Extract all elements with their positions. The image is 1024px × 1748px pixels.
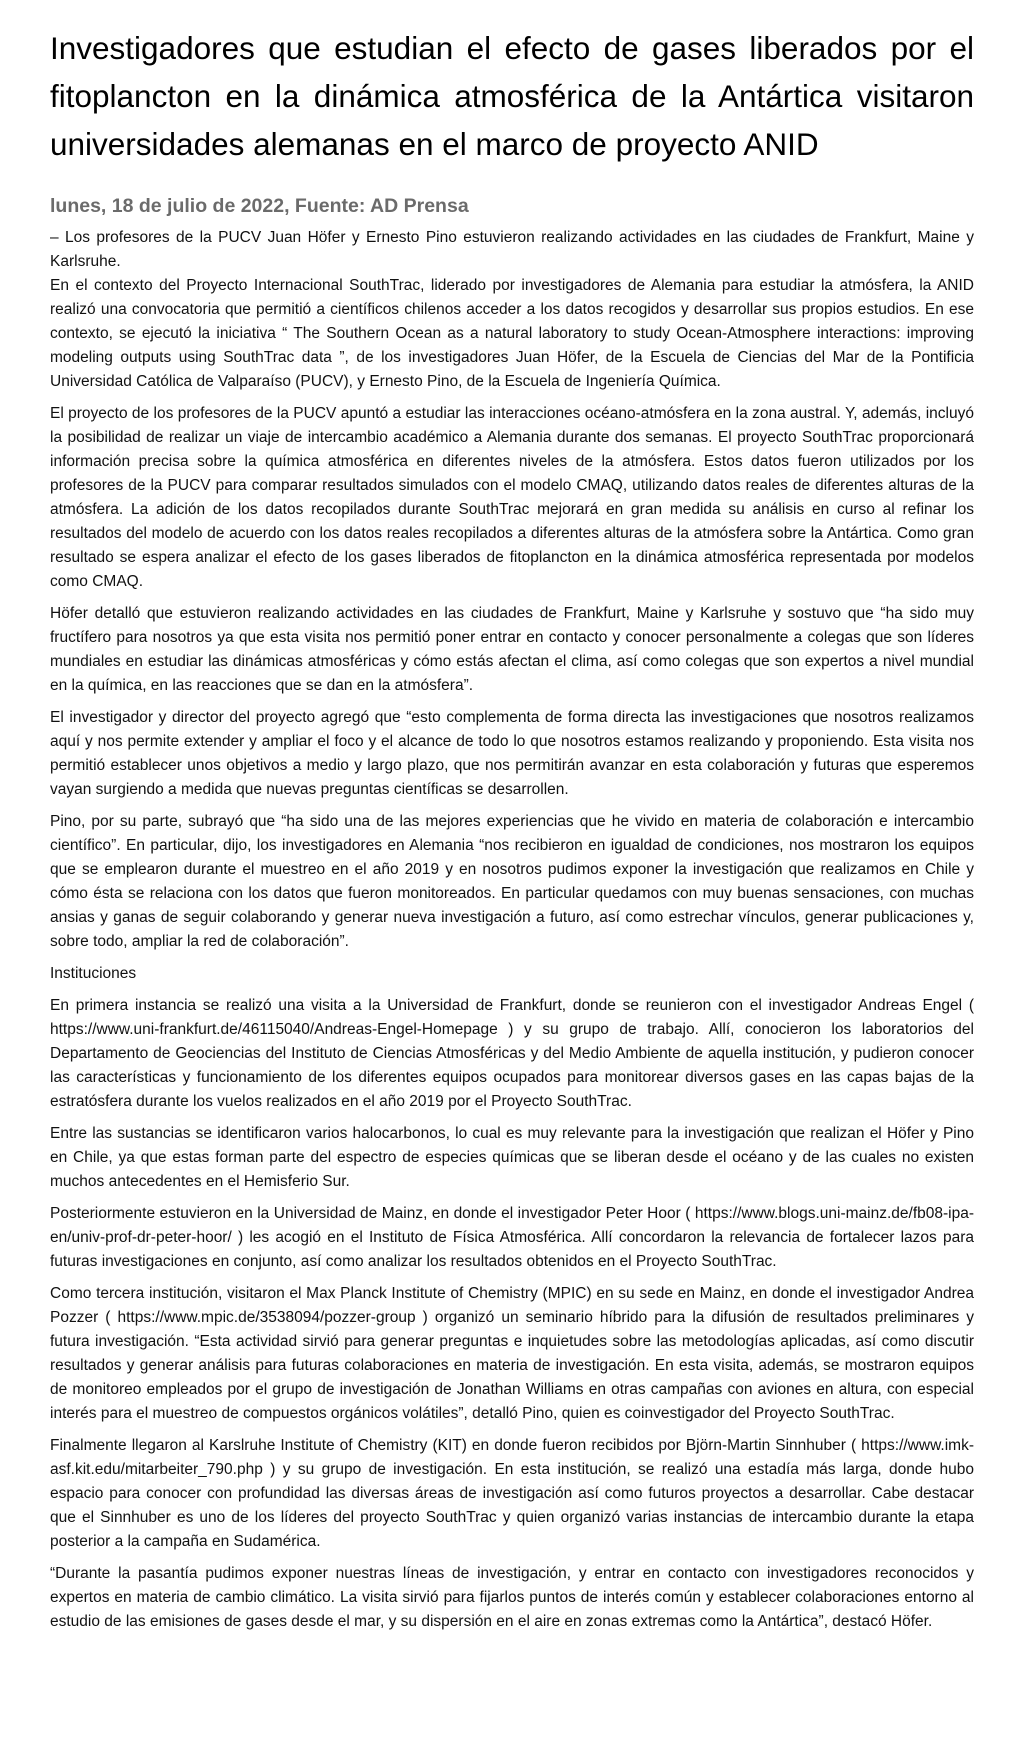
section-heading-instituciones: Instituciones (50, 965, 137, 982)
article-paragraph: Como tercera institución, visitaron el Max Planck Institute of Chemistry (MPIC) en su sede en Mainz, en donde el investigador Andrea Pozzer ( https://www.mpic.de/3538094/pozzer-group ) organizó un seminario híbrido para la difusión de resultados preliminares y futura investigación. “Esta actividad sirvió para generar preguntas e inquietudes sobre las metodologías aplicadas, así como discutir resultados y generar análisis para futuras colaboraciones en materia de investigación. En esta visita, además, se mostraron equipos de monitoreo empleados por el grupo de investigación de Jonathan Williams en otras campañas con aviones en altura, con especial interés para el muestreo de compuestos orgánicos volátiles”, detalló Pino, quien es coinvestigador del Proyecto SouthTrac. (50, 1285, 974, 1422)
article-paragraph: El proyecto de los profesores de la PUCV apuntó a estudiar las interacciones océano-atmósfera en la zona austral. Y, además, incluyó la posibilidad de realizar un viaje de intercambio académico a Alemania durante dos semanas. El proyecto SouthTrac proporcionará información precisa sobre la química atmosférica en diferentes niveles de la atmósfera. Estos datos fueron utilizados por los profesores de la PUCV para comparar resultados simulados con el modelo CMAQ, utilizando datos reales de diferentes alturas de la atmósfera. La adición de los datos recopilados durante SouthTrac mejorará en gran medida su análisis en curso al refinar los resultados del modelo de acuerdo con los datos reales recopilados a diferentes alturas de la atmósfera sobre la Antártica. Como gran resultado se espera analizar el efecto de los gases liberados de fitoplancton en la dinámica atmosférica representada por modelos como CMAQ. (50, 405, 974, 590)
article-date-source: lunes, 18 de julio de 2022, Fuente: AD Prensa (50, 195, 469, 217)
article-title: Investigadores que estudian el efecto de gases liberados por el fitoplancton en la dinámica atmosférica de la Antártica visitaron universidades alemanas en el marco de proyecto ANID (50, 30, 974, 162)
article-paragraph: En el contexto del Proyecto Internacional SouthTrac, liderado por investigadores de Alemania para estudiar la atmósfera, la ANID realizó una convocatoria que permitió a científicos chilenos acceder a los datos recogidos y desarrollar sus propios estudios. En ese contexto, se ejecutó la iniciativa “ The Southern Ocean as a natural laboratory to study Ocean-Atmosphere interactions: improving modeling outputs using SouthTrac data ”, de los investigadores Juan Höfer, de la Escuela de Ciencias del Mar de la Pontificia Universidad Católica de Valparaíso (PUCV), y Ernesto Pino, de la Escuela de Ingeniería Química. (50, 277, 974, 390)
article-paragraph: Pino, por su parte, subrayó que “ha sido una de las mejores experiencias que he vivido en materia de colaboración e intercambio científico”. En particular, dijo, los investigadores en Alemania “nos recibieron en igualdad de condiciones, nos mostraron los equipos que se emplearon durante el muestreo en el año 2019 y en nosotros pudimos exponer la investigación que realizamos en Chile y cómo ésta se relaciona con los datos que fueron monitoreados. En particular quedamos con muy buenas sensaciones, con muchas ansias y ganas de seguir colaborando y generar nueva investigación a futuro, así como estrechar vínculos, generar publicaciones y, sobre todo, ampliar la red de colaboración”. (50, 813, 974, 950)
article-paragraph: Posteriormente estuvieron en la Universidad de Mainz, en donde el investigador Peter Hoor ( https://www.blogs.uni-mainz.de/fb08-ipa-en/univ-prof-dr-peter-hoor/ ) les acogió en el Instituto de Física Atmosférica. Allí concordaron la relevancia de fortalecer lazos para futuras investigaciones en conjunto, así como analizar los resultados obtenidos en el Proyecto SouthTrac. (50, 1205, 974, 1270)
article-paragraph: Höfer detalló que estuvieron realizando actividades en las ciudades de Frankfurt, Maine y Karlsruhe y sostuvo que “ha sido muy fructífero para nosotros ya que esta visita nos permitió poner entrar en contacto y conocer personalmente a colegas que son líderes mundiales en estudiar las dinámicas atmosféricas y cómo estás afectan el clima, así como colegas que son expertos a nivel mundial en la química, en las reacciones que se dan en la atmósfera”. (50, 605, 974, 694)
article-body (50, 226, 974, 1634)
article-paragraph: “Durante la pasantía pudimos exponer nuestras líneas de investigación, y entrar en contacto con investigadores reconocidos y expertos en materia de cambio climático. La visita sirvió para fijarlos puntos de interés común y establecer colaboraciones entorno al estudio de las emisiones de gases desde el mar, y su dispersión en el aire en zonas extremas como la Antártica”, destacó Höfer. (50, 1565, 974, 1630)
article-paragraph: Finalmente llegaron al Karslruhe Institute of Chemistry (KIT) en donde fueron recibidos por Björn-Martin Sinnhuber ( https://www.imk-asf.kit.edu/mitarbeiter_790.php ) y su grupo de investigación. En esta institución, se realizó una estadía más larga, donde hubo espacio para conocer con profundidad las diversas áreas de investigación así como futuros proyectos a desarrollar. Cabe destacar que el Sinnhuber es uno de los líderes del proyecto SouthTrac y quien organizó varias instancias de intercambio durante la etapa posterior a la campaña en Sudamérica. (50, 1437, 974, 1550)
article-paragraph: El investigador y director del proyecto agregó que “esto complementa de forma directa las investigaciones que nosotros realizamos aquí y nos permite extender y ampliar el foco y el alcance de todo lo que nosotros estamos realizando y proponiendo. Esta visita nos permitió establecer unos objetivos a medio y largo plazo, que nos permitirán avanzar en esta colaboración y futuras que esperemos vayan surgiendo a medida que nuevas preguntas científicas se desarrollen. (50, 709, 974, 798)
article-paragraph-lead: – Los profesores de la PUCV Juan Höfer y Ernesto Pino estuvieron realizando actividades en las ciudades de Frankfurt, Maine y Karlsruhe. (50, 229, 974, 270)
article-paragraph: Entre las sustancias se identificaron varios halocarbonos, lo cual es muy relevante para la investigación que realizan el Höfer y Pino en Chile, ya que estas forman parte del espectro de especies químicas que se liberan desde el océano y de las cuales no existen muchos antecedentes en el Hemisferio Sur. (50, 1125, 974, 1190)
article-paragraph: En primera instancia se realizó una visita a la Universidad de Frankfurt, donde se reunieron con el investigador Andreas Engel ( https://www.uni-frankfurt.de/46115040/Andreas-Engel-Homepage ) y su grupo de trabajo. Allí, conocieron los laboratorios del Departamento de Geociencias del Instituto de Ciencias Atmosféricas y del Medio Ambiente de aquella institución, y pudieron conocer las características y funcionamiento de los diferentes equipos ocupados para monitorear diversos gases en las capas bajas de la estratósfera durante los vuelos realizados en el año 2019 por el Proyecto SouthTrac. (50, 997, 974, 1110)
